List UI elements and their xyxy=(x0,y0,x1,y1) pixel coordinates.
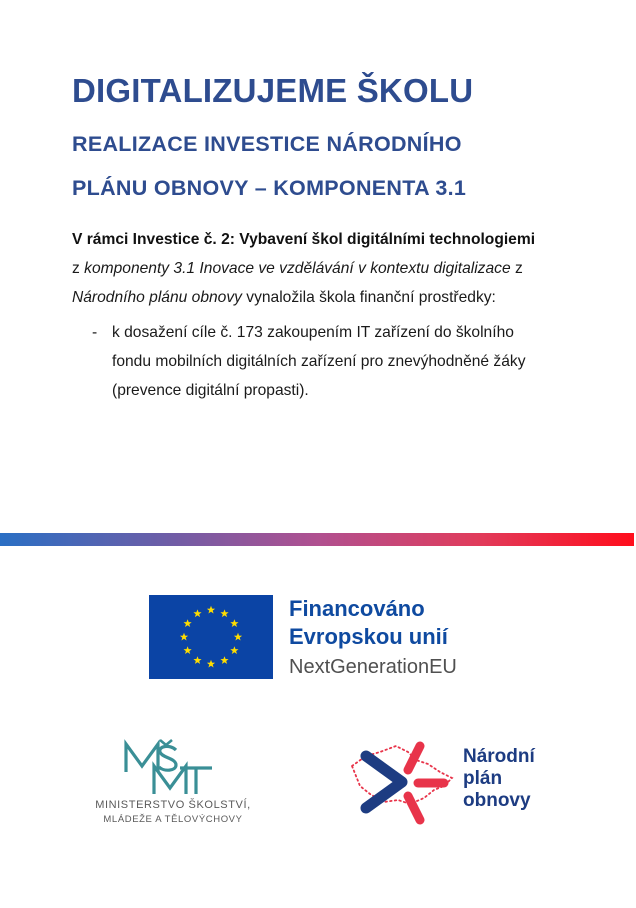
msmt-logo-line-1: MINISTERSTVO ŠKOLSTVÍ, xyxy=(95,799,251,811)
eu-funding-logo xyxy=(149,595,489,681)
eu-flag-icon xyxy=(149,595,273,679)
msmt-logo-line-2: MLÁDEŽE A TĚLOVÝCHOVY xyxy=(103,814,243,825)
list-item-line-1: k dosažení cíle č. 173 zakoupením IT zařízení do školního xyxy=(112,324,514,341)
eu-logo-line-3: NextGenerationEU xyxy=(289,656,457,678)
npo-logo-line-3: obnovy xyxy=(463,790,531,811)
eu-logo-line-1: Financováno xyxy=(289,596,425,621)
intro-line-2 xyxy=(72,254,572,283)
intro-line2-prefix: z xyxy=(72,260,85,277)
intro-line3-suffix: vynaložila škola finanční prostředky: xyxy=(241,289,496,306)
intro-line3-italic: Národního plánu obnovy xyxy=(72,289,242,306)
list-item-line-3: (prevence digitální propasti). xyxy=(112,382,309,399)
intro-bold-line: V rámci Investice č. 2: Vybavení škol digitálními technologiemi xyxy=(72,231,536,248)
intro-paragraph xyxy=(72,225,572,312)
npo-star-map-icon xyxy=(348,738,458,831)
eu-logo-text xyxy=(289,595,457,682)
npo-logo-line-2: plán xyxy=(463,768,503,789)
list-item xyxy=(90,318,560,405)
bullet-list xyxy=(90,318,560,405)
msmt-logo xyxy=(70,738,275,828)
npo-logo xyxy=(348,738,558,826)
intro-line-3 xyxy=(72,283,572,312)
subtitle-line-1: REALIZACE INVESTICE NÁRODNÍHO xyxy=(72,132,462,156)
gradient-divider xyxy=(0,533,634,546)
intro-line2-suffix: z xyxy=(510,260,523,277)
msmt-monogram-icon xyxy=(120,738,220,801)
page-title: DIGITALIZUJEME ŠKOLU xyxy=(72,72,474,109)
intro-line2-italic: komponenty 3.1 Inovace ve vzdělávání v kontextu digitalizace xyxy=(84,260,511,277)
subtitle-line-2: PLÁNU OBNOVY – KOMPONENTA 3.1 xyxy=(72,176,467,200)
npo-logo-text xyxy=(463,746,535,812)
eu-logo-line-2: Evropskou unií xyxy=(289,624,448,649)
npo-logo-line-1: Národní xyxy=(463,746,535,767)
bullet-dash: - xyxy=(92,324,98,341)
list-item-line-2: fondu mobilních digitálních zařízení pro znevýhodněné žáky xyxy=(112,353,526,370)
